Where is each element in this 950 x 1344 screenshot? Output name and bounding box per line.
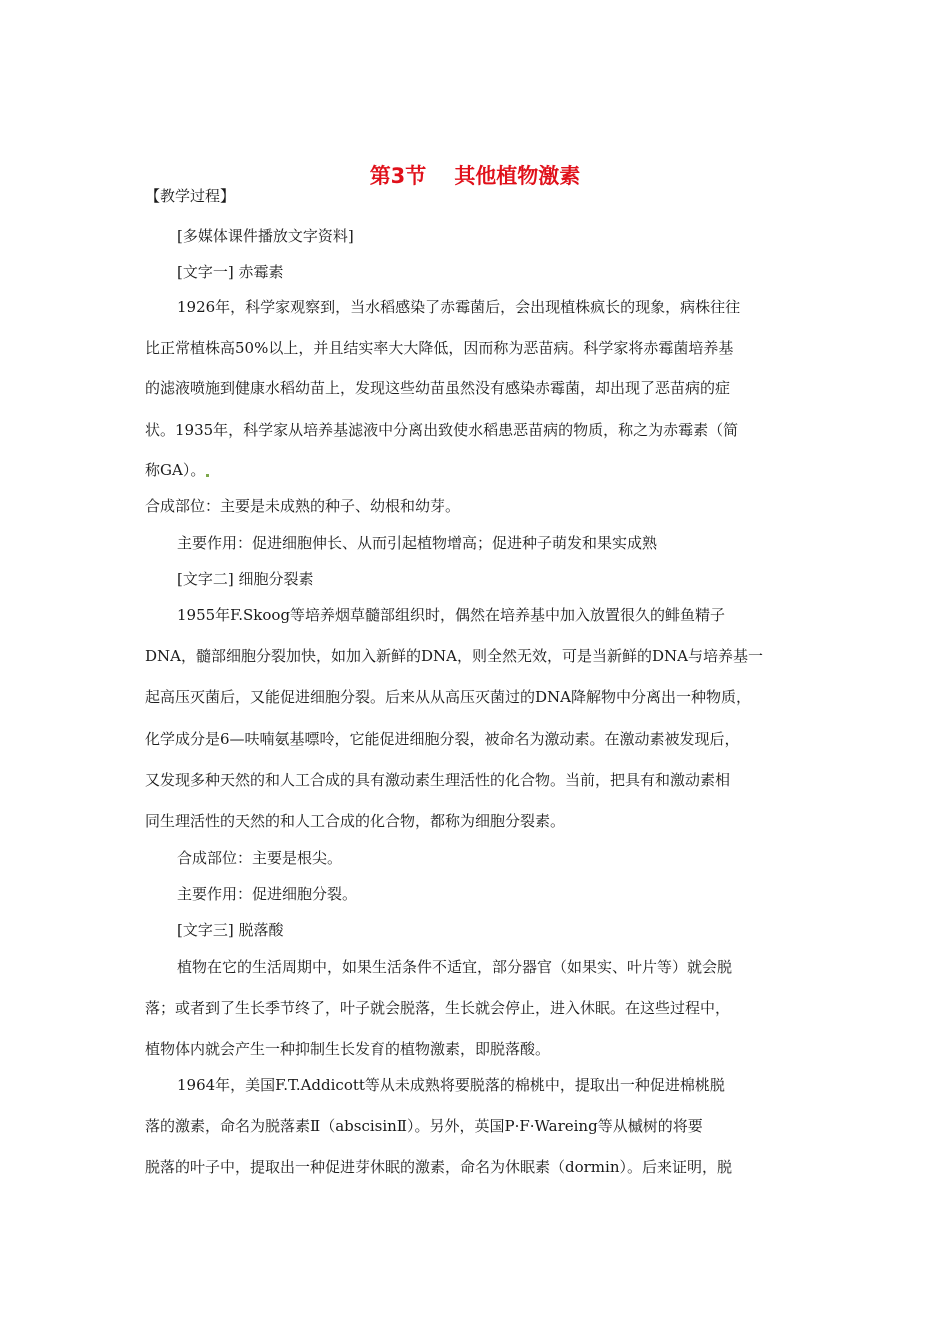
stray-dot [206, 474, 209, 477]
paragraph-line: 的滤液喷施到健康水稻幼苗上，发现这些幼苗虽然没有感染赤霉菌，却出现了恶苗病的症 [145, 379, 731, 397]
paragraph-line: 化学成分是6—呋喃氨基嘌呤，它能促进细胞分裂，被命名为激动素。在激动素被发现后， [145, 730, 740, 748]
subsection-heading: [文字二] 细胞分裂素 [177, 570, 314, 588]
paragraph-line: 植物在它的生活周期中，如果生活条件不适宜，部分器官（如果实、叶片等）就会脱 [177, 958, 733, 976]
paragraph-line: 主要作用：促进细胞伸长、从而引起植物增高；促进种子萌发和果实成熟 [177, 534, 658, 552]
paragraph-line: DNA，髓部细胞分裂加快，如加入新鲜的DNA，则全然无效，可是当新鲜的DNA与培养基一 [145, 647, 763, 665]
paragraph-line: 起高压灭菌后，又能促进细胞分裂。后来从从高压灭菌过的DNA降解物中分离出一种物质， [145, 688, 751, 706]
paragraph-line: 同生理活性的天然的和人工合成的化合物，都称为细胞分裂素。 [145, 812, 566, 830]
paragraph-line: 1926年，科学家观察到，当水稻感染了赤霉菌后，会出现植株疯长的现象，病株往往 [177, 298, 741, 316]
paragraph-line: 主要作用：促进细胞分裂。 [177, 885, 358, 903]
title-section-number: 第3节 [369, 164, 427, 188]
paragraph-line: 又发现多种天然的和人工合成的具有激动素生理活性的化合物。当前，把具有和激动素相 [145, 771, 731, 789]
section-heading: 【教学过程】 [145, 187, 236, 205]
paragraph-line: 1964年，美国F.T.Addicott等从未成熟将要脱落的棉桃中，提取出一种促进棉桃脱 [177, 1076, 725, 1094]
paragraph-line: 脱落的叶子中，提取出一种促进芽休眠的激素，命名为休眠素（dormin）。后来证明，脱 [145, 1158, 732, 1176]
subsection-heading: [文字一] 赤霉素 [177, 263, 284, 281]
title-text: 其他植物激素 [454, 164, 581, 188]
paragraph-line: [多媒体课件播放文字资料] [177, 227, 354, 245]
paragraph-line: 称GA）。 [145, 460, 810, 480]
paragraph-line: 1955年F.Skoog等培养烟草髓部组织时，偶然在培养基中加入放置很久的鲱鱼精子 [177, 606, 726, 624]
paragraph-line: 合成部位：主要是未成熟的种子、幼根和幼芽。 [145, 497, 461, 515]
paragraph-line: 落的激素，命名为脱落素Ⅱ（abscisinⅡ）。另外，英国P·F·Wareing等从槭树的将要 [145, 1117, 703, 1135]
paragraph-line: 合成部位：主要是根尖。 [177, 849, 343, 867]
paragraph-line: 落；或者到了生长季节终了，叶子就会脱落，生长就会停止，进入休眠。在这些过程中， [145, 999, 731, 1017]
subsection-heading: [文字三] 脱落酸 [177, 921, 284, 939]
paragraph-line: 植物体内就会产生一种抑制生长发育的植物激素，即脱落酸。 [145, 1040, 551, 1058]
paragraph-line: 比正常植株高50%以上，并且结实率大大降低，因而称为恶苗病。科学家将赤霉菌培养基 [145, 339, 734, 357]
paragraph-line: 状。1935年，科学家从培养基滤液中分离出致使水稻患恶苗病的物质，称之为赤霉素（简 [145, 421, 739, 439]
